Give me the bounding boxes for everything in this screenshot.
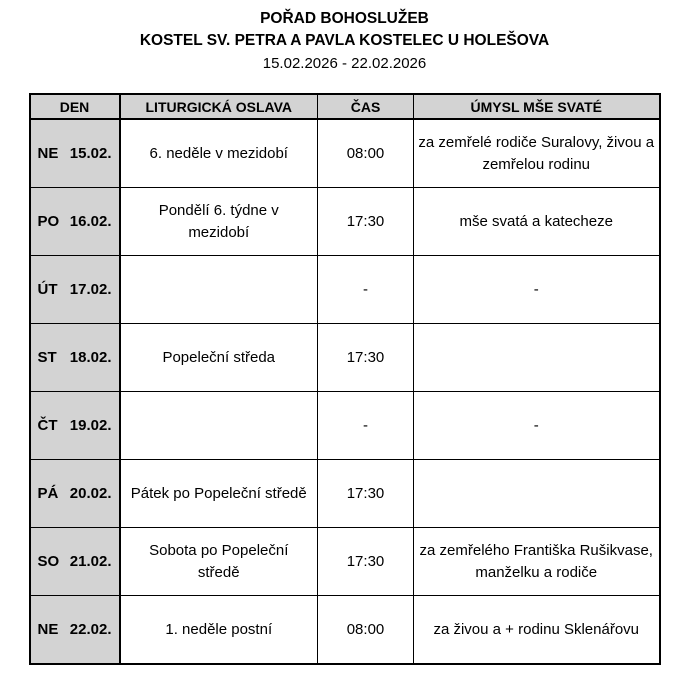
celebration-cell: 6. neděle v mezidobí (120, 119, 318, 188)
time-cell: 08:00 (318, 596, 414, 665)
day-date: 16.02. (69, 212, 112, 230)
column-header-liturgicka-oslava: LITURGICKÁ OSLAVA (120, 94, 318, 119)
day-label (32, 143, 118, 165)
time-cell: 17:30 (318, 460, 414, 528)
day-cell (30, 324, 120, 392)
celebration-cell: Pondělí 6. týdne v mezidobí (120, 188, 318, 256)
time-cell: - (318, 392, 414, 460)
intention-cell: za zemřelého Františka Rušikvase, manželku a rodiče (414, 528, 660, 596)
time-cell: 17:30 (318, 528, 414, 596)
day-cell (30, 188, 120, 256)
day-abbreviation: ÚT (37, 280, 58, 298)
day-label (32, 483, 118, 505)
table-row (30, 256, 660, 324)
table-row (30, 528, 660, 596)
time-cell: 17:30 (318, 188, 414, 256)
intention-cell: za živou a + rodinu Sklenářovu (414, 596, 660, 665)
day-cell (30, 460, 120, 528)
day-label (32, 415, 118, 437)
day-date: 17.02. (69, 280, 112, 298)
day-abbreviation: SO (37, 552, 60, 570)
table-header-row (30, 94, 660, 119)
intention-cell: - (414, 392, 660, 460)
celebration-cell: Popeleční středa (120, 324, 318, 392)
celebration-cell: Sobota po Popeleční středě (120, 528, 318, 596)
celebration-cell (120, 392, 318, 460)
day-abbreviation: NE (37, 144, 59, 162)
intention-cell: za zemřelé rodiče Suralovy, živou a zemřelou rodinu (414, 119, 660, 188)
title-block (0, 8, 689, 74)
celebration-cell (120, 256, 318, 324)
day-label (32, 551, 118, 573)
table-row (30, 596, 660, 665)
intention-cell: mše svatá a katecheze (414, 188, 660, 256)
day-cell (30, 596, 120, 665)
day-abbreviation: ČT (37, 416, 58, 434)
day-label (32, 619, 118, 641)
celebration-cell: Pátek po Popeleční středě (120, 460, 318, 528)
time-cell: 08:00 (318, 119, 414, 188)
day-date: 20.02. (69, 484, 112, 502)
day-label (32, 347, 118, 369)
intention-cell (414, 324, 660, 392)
column-header-umysl-mse-svate: ÚMYSL MŠE SVATÉ (414, 94, 660, 119)
day-cell (30, 528, 120, 596)
table-row (30, 324, 660, 392)
time-cell: - (318, 256, 414, 324)
day-cell (30, 119, 120, 188)
church-name: KOSTEL SV. PETRA A PAVLA KOSTELEC U HOLEŠOVA (139, 32, 550, 49)
day-cell (30, 256, 120, 324)
day-date: 21.02. (69, 552, 112, 570)
day-abbreviation: PÁ (37, 484, 59, 502)
day-abbreviation: ST (37, 348, 57, 366)
date-range: 15.02.2026 - 22.02.2026 (262, 55, 427, 72)
day-cell (30, 392, 120, 460)
intention-cell (414, 460, 660, 528)
table-row (30, 119, 660, 188)
table-row (30, 460, 660, 528)
celebration-cell: 1. neděle postní (120, 596, 318, 665)
day-label (32, 279, 118, 301)
table-row (30, 188, 660, 256)
column-header-den: DEN (30, 94, 120, 119)
day-date: 18.02. (69, 348, 112, 366)
day-label (32, 211, 118, 233)
column-header-cas: ČAS (318, 94, 414, 119)
day-abbreviation: PO (37, 212, 60, 230)
table-row (30, 392, 660, 460)
day-date: 19.02. (69, 416, 112, 434)
day-abbreviation: NE (37, 620, 59, 638)
page-title: POŘAD BOHOSLUŽEB (260, 10, 429, 27)
time-cell: 17:30 (318, 324, 414, 392)
day-date: 15.02. (69, 144, 112, 162)
intention-cell: - (414, 256, 660, 324)
schedule-table (29, 93, 661, 665)
day-date: 22.02. (69, 620, 112, 638)
